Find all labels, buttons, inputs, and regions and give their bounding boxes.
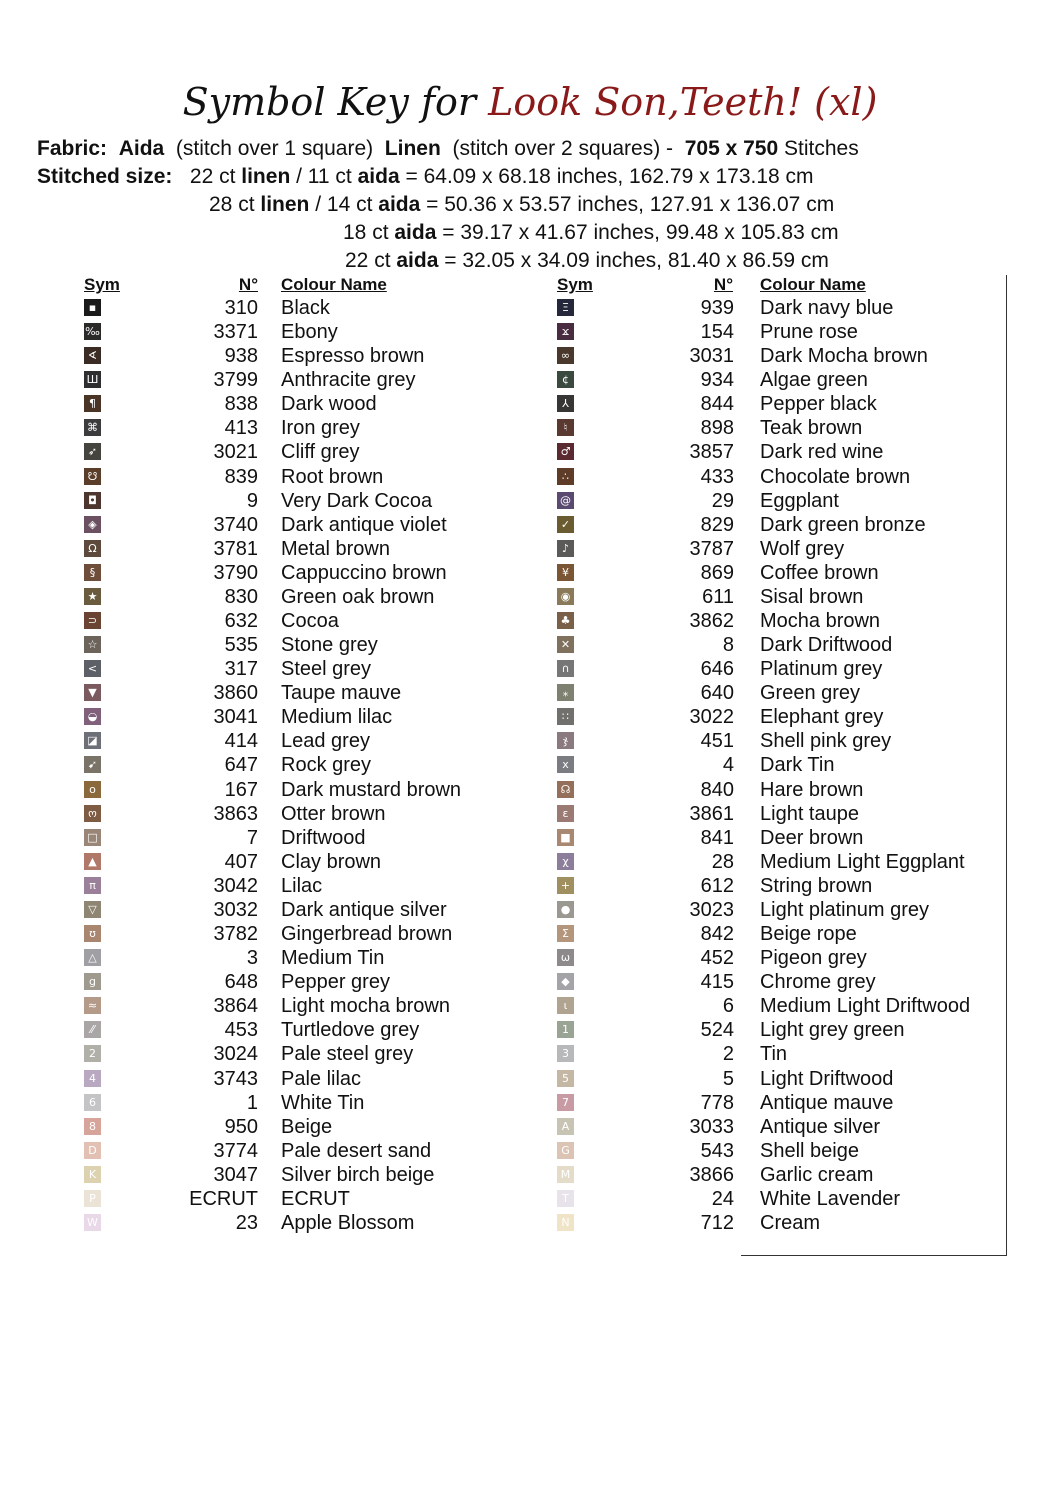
size-fabric: aida bbox=[394, 221, 437, 244]
colour-name: Pale lilac bbox=[281, 1067, 362, 1090]
thread-number: 778 bbox=[700, 1091, 734, 1114]
thread-number: 3 bbox=[246, 947, 258, 970]
symbol-swatch: 7 bbox=[557, 1094, 574, 1111]
thread-number: 3787 bbox=[689, 537, 734, 560]
thread-number: 310 bbox=[224, 297, 258, 319]
header-sym: Sym bbox=[557, 275, 593, 294]
colour-name: Shell pink grey bbox=[760, 730, 892, 753]
fabric-aida: Aida bbox=[118, 137, 165, 160]
header-colour-name: Colour Name bbox=[281, 275, 387, 294]
colour-name: Pepper grey bbox=[281, 971, 390, 994]
symbol-swatch: ♣ bbox=[557, 612, 574, 629]
colour-name: White Tin bbox=[281, 1091, 365, 1114]
thread-number: 7 bbox=[246, 826, 258, 849]
colour-name: String brown bbox=[760, 874, 873, 897]
symbol-swatch: 1 bbox=[557, 1021, 574, 1038]
thread-number: 3033 bbox=[689, 1115, 734, 1138]
symbol-swatch: g bbox=[84, 973, 101, 990]
size-count: / 11 ct bbox=[296, 165, 352, 188]
colour-name: Espresso brown bbox=[281, 345, 425, 368]
colour-name: Black bbox=[281, 297, 330, 319]
symbol-swatch: ‰ bbox=[85, 325, 100, 339]
colour-name: Mocha brown bbox=[760, 610, 881, 633]
colour-name: Cream bbox=[760, 1211, 821, 1234]
thread-number: 838 bbox=[224, 393, 258, 416]
colour-name: Green grey bbox=[760, 682, 861, 705]
colour-name: ECRUT bbox=[281, 1187, 350, 1210]
colour-name: Pale desert sand bbox=[281, 1139, 432, 1162]
symbol-swatch: W bbox=[84, 1214, 101, 1231]
symbol-swatch: K bbox=[84, 1166, 101, 1183]
colour-name: Dark antique violet bbox=[281, 513, 447, 536]
colour-name: Cocoa bbox=[281, 610, 339, 633]
thread-number: 415 bbox=[700, 971, 734, 994]
size-dimensions: = 64.09 x 68.18 inches, 162.79 x 173.18 cm bbox=[405, 165, 814, 188]
size-line-1 bbox=[37, 163, 814, 191]
thread-number: 5 bbox=[722, 1067, 734, 1090]
colour-name: Dark Mocha brown bbox=[760, 345, 928, 368]
symbol-swatch: A bbox=[557, 1118, 574, 1135]
symbol-swatch: ∴ bbox=[557, 468, 574, 485]
symbol-swatch: ◘ bbox=[84, 492, 101, 509]
colour-name: Pigeon grey bbox=[760, 947, 867, 970]
colour-name: Eggplant bbox=[760, 489, 839, 512]
thread-number: 3774 bbox=[213, 1139, 258, 1162]
symbol-swatch: 4 bbox=[84, 1070, 101, 1087]
symbol-swatch: ◈ bbox=[84, 516, 101, 533]
symbol-swatch: ¢ bbox=[557, 371, 574, 388]
symbol-swatch: ♪ bbox=[557, 540, 574, 557]
fabric-aida-note: (stitch over 1 square) bbox=[175, 137, 374, 160]
symbol-swatch: ◒ bbox=[84, 708, 101, 725]
thread-number: 3857 bbox=[689, 441, 734, 464]
thread-number: 4 bbox=[722, 754, 734, 777]
symbol-swatch: ☊ bbox=[557, 781, 574, 798]
header-number: N° bbox=[713, 275, 733, 294]
thread-number: 640 bbox=[700, 682, 734, 705]
thread-number: 3860 bbox=[213, 682, 258, 705]
colour-name: Teak brown bbox=[760, 417, 863, 440]
symbol-swatch: ♮ bbox=[557, 419, 574, 436]
thread-number: 829 bbox=[700, 513, 734, 536]
symbol-swatch: ⁄⁄ bbox=[84, 1021, 101, 1038]
size-fabric: linen bbox=[241, 165, 291, 188]
symbol-swatch: ★ bbox=[84, 588, 101, 605]
thread-number: 24 bbox=[711, 1187, 734, 1210]
thread-number: 535 bbox=[224, 634, 258, 657]
symbol-swatch: ◪ bbox=[84, 732, 101, 749]
symbol-swatch: ო bbox=[84, 805, 101, 822]
colour-name: Antique mauve bbox=[760, 1091, 894, 1114]
thread-number: 611 bbox=[702, 585, 734, 608]
thread-number: 844 bbox=[700, 393, 734, 416]
symbol-swatch: ✕ bbox=[557, 636, 574, 653]
fabric-label: Fabric: bbox=[37, 137, 108, 160]
symbol-swatch: x bbox=[557, 756, 574, 773]
thread-number: 612 bbox=[700, 874, 734, 897]
colour-name: Otter brown bbox=[281, 802, 386, 825]
symbol-swatch: D bbox=[84, 1142, 101, 1159]
thread-number: 632 bbox=[224, 610, 258, 633]
thread-number: 28 bbox=[711, 850, 734, 873]
thread-number: 950 bbox=[224, 1115, 258, 1138]
symbol-swatch: □ bbox=[84, 829, 101, 846]
colour-name: Dark navy blue bbox=[760, 297, 894, 319]
colour-name: Sisal brown bbox=[760, 585, 864, 608]
symbol-swatch: o bbox=[84, 781, 101, 798]
symbol-swatch: ʊ bbox=[84, 925, 101, 942]
thread-number: ECRUT bbox=[189, 1187, 258, 1210]
size-label: Stitched size: bbox=[37, 165, 173, 188]
colour-name: Chrome grey bbox=[760, 971, 876, 994]
colour-name: Light mocha brown bbox=[281, 995, 450, 1018]
thread-number: 3782 bbox=[213, 923, 258, 946]
fabric-line bbox=[37, 135, 859, 163]
symbol-swatch: ⌘ bbox=[84, 419, 101, 436]
colour-name: Deer brown bbox=[760, 826, 864, 849]
size-dimensions: = 39.17 x 41.67 inches, 99.48 x 105.83 cm bbox=[442, 221, 839, 244]
thread-number: 3022 bbox=[689, 706, 734, 729]
size-line-3 bbox=[343, 219, 839, 247]
colour-name: Pale steel grey bbox=[281, 1043, 414, 1066]
thread-number: 3024 bbox=[213, 1043, 258, 1066]
symbol-swatch: ∞ bbox=[557, 347, 574, 364]
colour-name: Beige rope bbox=[760, 923, 857, 946]
colour-name: Clay brown bbox=[281, 850, 382, 873]
colour-name: Rock grey bbox=[281, 754, 372, 777]
thread-number: 433 bbox=[700, 465, 734, 488]
colour-name: Light Driftwood bbox=[760, 1067, 894, 1090]
symbol-swatch: Ω bbox=[84, 540, 101, 557]
stitch-count: 705 x 750 bbox=[684, 137, 779, 160]
colour-name: Lead grey bbox=[281, 730, 370, 753]
colour-name: Dark Driftwood bbox=[760, 634, 893, 657]
thread-number: 830 bbox=[224, 585, 258, 608]
colour-name: Dark mustard brown bbox=[281, 778, 462, 801]
thread-number: 524 bbox=[700, 1019, 734, 1042]
thread-number: 646 bbox=[700, 658, 734, 681]
thread-number: 898 bbox=[700, 417, 734, 440]
symbol-swatch: ☋ bbox=[84, 468, 101, 485]
thread-number: 453 bbox=[224, 1019, 258, 1042]
symbol-swatch: ▽ bbox=[84, 901, 101, 918]
colour-name: White Lavender bbox=[760, 1187, 901, 1210]
thread-number: 3042 bbox=[213, 874, 258, 897]
colour-name: Dark antique silver bbox=[281, 898, 447, 921]
symbol-swatch: G bbox=[557, 1142, 574, 1159]
symbol-swatch: ⅄ bbox=[557, 395, 574, 412]
thread-number: 3023 bbox=[689, 898, 734, 921]
thread-number: 3041 bbox=[213, 706, 258, 729]
symbol-swatch: @ bbox=[557, 492, 574, 509]
thread-number: 6 bbox=[722, 995, 734, 1018]
thread-number: 648 bbox=[224, 971, 258, 994]
symbol-swatch: χ bbox=[557, 853, 574, 870]
symbol-swatch: ჯ bbox=[557, 732, 574, 749]
symbol-swatch: 5 bbox=[557, 1070, 574, 1087]
thread-number: 407 bbox=[224, 850, 258, 873]
colour-name: Anthracite grey bbox=[281, 369, 416, 392]
symbol-swatch: ω bbox=[557, 949, 574, 966]
colour-name: Prune rose bbox=[760, 321, 858, 344]
size-fabric: aida bbox=[396, 249, 439, 272]
thread-number: 3862 bbox=[689, 610, 734, 633]
thread-number: 167 bbox=[224, 778, 258, 801]
symbol-swatch: ¶ bbox=[84, 395, 101, 412]
thread-number: 839 bbox=[224, 465, 258, 488]
size-count: 22 ct bbox=[189, 165, 236, 188]
header-number: N° bbox=[238, 275, 258, 294]
colour-name: Beige bbox=[281, 1115, 333, 1138]
symbol-swatch: < bbox=[84, 660, 101, 677]
title-prefix: Symbol Key for bbox=[182, 80, 477, 124]
symbol-swatch: ⁎ bbox=[557, 684, 574, 701]
size-fabric: aida bbox=[378, 193, 421, 216]
colour-name: Antique silver bbox=[760, 1115, 881, 1138]
thread-number: 543 bbox=[700, 1139, 734, 1162]
header-colour-name: Colour Name bbox=[760, 275, 866, 294]
colour-name: Tin bbox=[760, 1043, 788, 1066]
colour-name: Dark red wine bbox=[760, 441, 884, 464]
colour-name: Medium Tin bbox=[281, 947, 385, 970]
page-title bbox=[0, 74, 1060, 130]
thread-number: 647 bbox=[224, 754, 258, 777]
colour-name: Medium lilac bbox=[281, 706, 393, 729]
colour-name: Elephant grey bbox=[760, 706, 884, 729]
thread-number: 3371 bbox=[213, 321, 258, 344]
colour-name: Platinum grey bbox=[760, 658, 883, 681]
symbol-swatch: ✓ bbox=[557, 516, 574, 533]
thread-number: 317 bbox=[224, 658, 258, 681]
colour-name: Green oak brown bbox=[281, 585, 435, 608]
thread-number: 3021 bbox=[213, 441, 258, 464]
symbol-swatch: ≈ bbox=[84, 997, 101, 1014]
symbol-swatch: ε bbox=[557, 805, 574, 822]
symbol-swatch: π bbox=[84, 877, 101, 894]
size-count: / 14 ct bbox=[315, 193, 373, 216]
symbol-swatch: ϫ bbox=[557, 323, 574, 340]
size-dimensions: = 50.36 x 53.57 inches, 127.91 x 136.07 cm bbox=[426, 193, 835, 216]
symbol-swatch: ▲ bbox=[84, 853, 101, 870]
symbol-swatch: § bbox=[84, 564, 101, 581]
symbol-swatch: 6 bbox=[84, 1094, 101, 1111]
symbol-swatch: M bbox=[557, 1166, 574, 1183]
thread-number: 413 bbox=[224, 417, 258, 440]
thread-number: 3032 bbox=[213, 898, 258, 921]
symbol-swatch: N bbox=[557, 1214, 574, 1231]
colour-name: Hare brown bbox=[760, 778, 864, 801]
thread-number: 841 bbox=[700, 826, 734, 849]
symbol-swatch: ● bbox=[557, 901, 574, 918]
colour-name: Shell beige bbox=[760, 1139, 859, 1162]
symbol-swatch: ▼ bbox=[84, 684, 101, 701]
pattern-name: Look Son,Teeth! (xl) bbox=[488, 80, 878, 124]
symbol-swatch: ◉ bbox=[557, 588, 574, 605]
colour-name: Taupe mauve bbox=[281, 682, 402, 705]
colour-name: Stone grey bbox=[281, 634, 378, 657]
symbol-swatch: ☆ bbox=[84, 636, 101, 653]
symbol-swatch: Ш bbox=[84, 371, 101, 388]
thread-number: 3740 bbox=[213, 513, 258, 536]
fabric-linen: Linen bbox=[384, 137, 441, 160]
thread-number: 869 bbox=[700, 561, 734, 584]
colour-name: Metal brown bbox=[281, 537, 390, 560]
colour-name: Steel grey bbox=[281, 658, 372, 681]
thread-number: 3863 bbox=[213, 802, 258, 825]
symbol-swatch: △ bbox=[84, 949, 101, 966]
colour-name: Dark Tin bbox=[760, 754, 835, 777]
size-line-2 bbox=[209, 191, 834, 219]
stitch-count-label: Stitches bbox=[784, 137, 859, 160]
thread-number: 3743 bbox=[213, 1067, 258, 1090]
symbol-swatch: ▪ bbox=[84, 299, 101, 316]
colour-name: Lilac bbox=[281, 874, 323, 897]
thread-number: 3799 bbox=[213, 369, 258, 392]
symbol-swatch: ■ bbox=[557, 829, 574, 846]
colour-name: Root brown bbox=[281, 465, 384, 488]
size-count: 28 ct bbox=[209, 193, 255, 216]
symbol-swatch: T bbox=[557, 1190, 574, 1207]
thread-number: 934 bbox=[700, 369, 734, 392]
symbol-swatch: Ξ bbox=[557, 299, 574, 316]
colour-name: Algae green bbox=[760, 369, 868, 392]
colour-name: Dark green bronze bbox=[760, 513, 926, 536]
symbol-swatch: ➹ bbox=[84, 756, 101, 773]
symbol-swatch: ⊃ bbox=[84, 612, 101, 629]
thread-number: 3790 bbox=[213, 561, 258, 584]
symbol-swatch: ➶ bbox=[84, 443, 101, 460]
colour-name: Silver birch beige bbox=[281, 1163, 435, 1186]
thread-number: 452 bbox=[700, 947, 734, 970]
colour-name: Pepper black bbox=[760, 393, 877, 416]
symbol-swatch: ∢ bbox=[84, 347, 101, 364]
thread-number: 712 bbox=[700, 1211, 734, 1234]
thread-number: 3866 bbox=[689, 1163, 734, 1186]
thread-number: 154 bbox=[700, 321, 734, 344]
colour-name: Light platinum grey bbox=[760, 898, 929, 921]
symbol-swatch: 2 bbox=[84, 1045, 101, 1062]
symbol-swatch: ♂ bbox=[557, 443, 574, 460]
colour-name: Ebony bbox=[281, 321, 338, 344]
colour-name: Coffee brown bbox=[760, 561, 879, 584]
size-count: 22 ct bbox=[345, 249, 391, 272]
thread-number: 8 bbox=[722, 634, 734, 657]
size-dimensions: = 32.05 x 34.09 inches, 81.40 x 86.59 cm bbox=[444, 249, 829, 272]
thread-number: 938 bbox=[224, 345, 258, 368]
header-sym: Sym bbox=[84, 275, 120, 294]
colour-name: Cliff grey bbox=[281, 441, 360, 464]
thread-number: 9 bbox=[246, 489, 258, 512]
colour-name: Very Dark Cocoa bbox=[281, 489, 433, 512]
colour-name: Light grey green bbox=[760, 1019, 905, 1042]
symbol-swatch: Σ bbox=[557, 925, 574, 942]
symbol-swatch: ¥ bbox=[557, 564, 574, 581]
symbol-swatch: ∷ bbox=[557, 708, 574, 725]
thread-number: 29 bbox=[711, 489, 734, 512]
symbol-swatch: 8 bbox=[84, 1118, 101, 1135]
thread-number: 1 bbox=[246, 1091, 258, 1114]
symbol-swatch: P bbox=[84, 1190, 101, 1207]
colour-name: Wolf grey bbox=[760, 537, 845, 560]
table-border-right bbox=[1006, 275, 1007, 1255]
symbol-swatch: 3 bbox=[557, 1045, 574, 1062]
thread-number: 842 bbox=[700, 923, 734, 946]
symbol-swatch: ∩ bbox=[557, 660, 574, 677]
colour-name: Light taupe bbox=[760, 802, 859, 825]
thread-number: 840 bbox=[700, 778, 734, 801]
symbol-swatch: ◆ bbox=[557, 973, 574, 990]
fabric-linen-note: (stitch over 2 squares) - bbox=[452, 137, 674, 160]
thread-number: 3031 bbox=[689, 345, 734, 368]
thread-number: 451 bbox=[700, 730, 734, 753]
thread-number: 2 bbox=[722, 1043, 734, 1066]
thread-number: 3781 bbox=[213, 537, 258, 560]
colour-name: Iron grey bbox=[281, 417, 360, 440]
size-count: 18 ct bbox=[343, 221, 389, 244]
symbol-swatch: + bbox=[557, 877, 574, 894]
thread-number: 939 bbox=[700, 297, 734, 319]
size-fabric: linen bbox=[260, 193, 310, 216]
thread-number: 23 bbox=[235, 1211, 258, 1234]
size-line-4 bbox=[345, 247, 829, 275]
colour-name: Turtledove grey bbox=[281, 1019, 420, 1042]
colour-name: Driftwood bbox=[281, 826, 366, 849]
colour-name: Garlic cream bbox=[760, 1163, 874, 1186]
thread-number: 3047 bbox=[213, 1163, 258, 1186]
colour-name: Apple Blossom bbox=[281, 1211, 415, 1234]
colour-name: Medium Light Eggplant bbox=[760, 850, 965, 873]
symbol-swatch: ɩ bbox=[557, 997, 574, 1014]
thread-number: 3864 bbox=[213, 995, 258, 1018]
thread-number: 3861 bbox=[689, 802, 734, 825]
colour-name: Gingerbread brown bbox=[281, 923, 453, 946]
size-fabric: aida bbox=[357, 165, 400, 188]
colour-name: Chocolate brown bbox=[760, 465, 911, 488]
colour-name: Dark wood bbox=[281, 393, 377, 416]
colour-name: Cappuccino brown bbox=[281, 561, 447, 584]
colour-name: Medium Light Driftwood bbox=[760, 995, 971, 1018]
table-border-bottom bbox=[741, 1255, 1007, 1256]
thread-number: 414 bbox=[224, 730, 258, 753]
